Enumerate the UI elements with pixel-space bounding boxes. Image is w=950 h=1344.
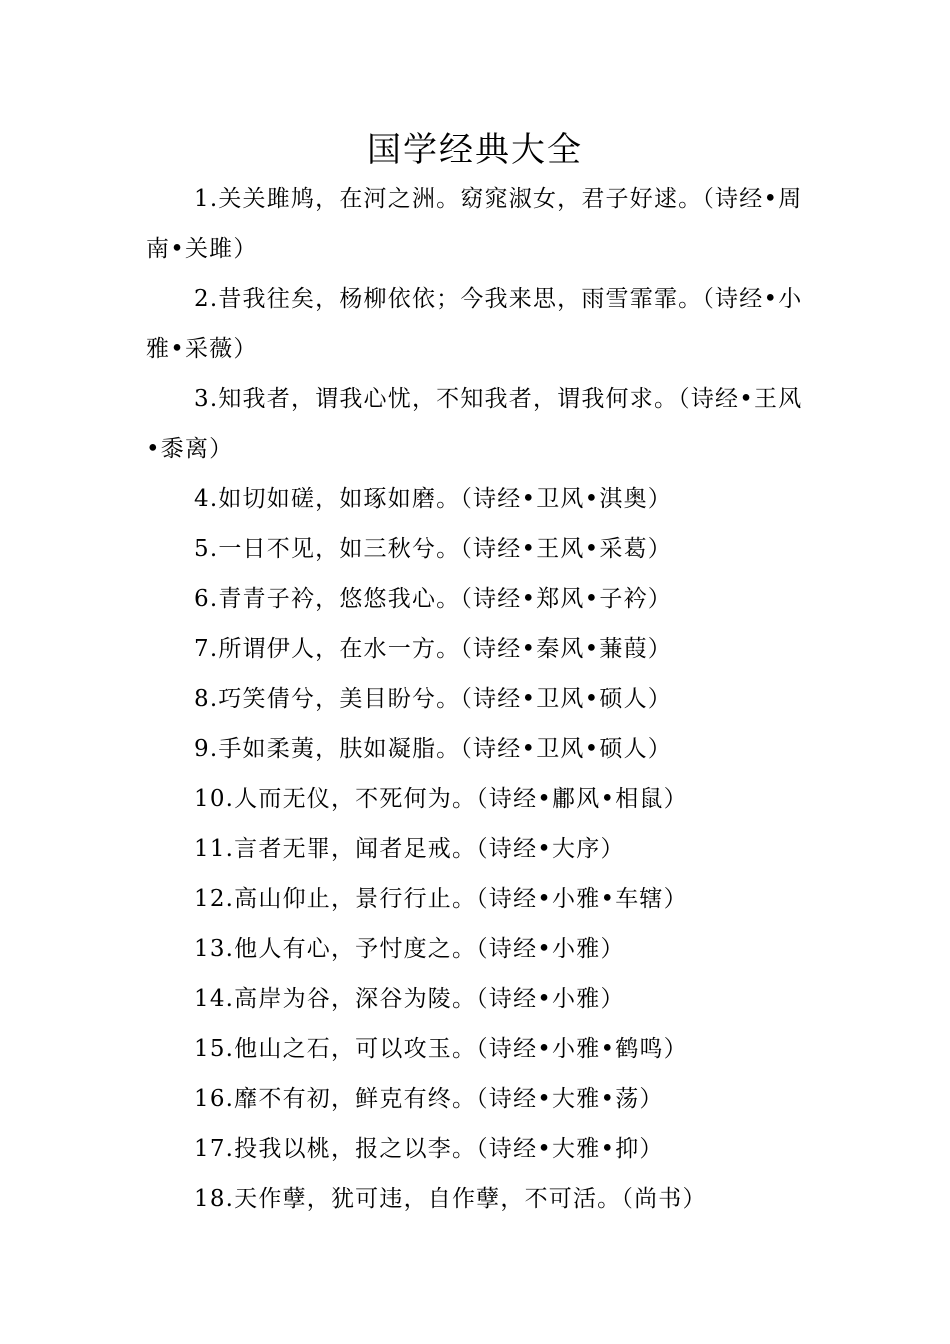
list-item: 7.所谓伊人，在水一方。（诗经•秦风•蒹葭）	[194, 636, 672, 662]
list-item: 5.一日不见，如三秋兮。（诗经•王风•采葛）	[194, 536, 672, 562]
list-item: 18.天作孽，犹可违，自作孽，不可活。（尚书）	[194, 1186, 707, 1212]
list-item: 16.靡不有初，鲜克有终。（诗经•大雅•荡）	[194, 1086, 664, 1112]
list-item: 3.知我者，谓我心忧，不知我者，谓我何求。（诗经•王风•黍离）	[146, 386, 803, 462]
list-item: 1.关关雎鸠，在河之洲。窈窕淑女，君子好逑。（诗经•周南•关雎）	[146, 186, 803, 262]
list-item: 15.他山之石，可以攻玉。（诗经•小雅•鹤鸣）	[194, 1036, 688, 1062]
list-item: 14.高岸为谷，深谷为陵。（诗经•小雅）	[194, 986, 625, 1012]
list-item: 17.投我以桃，报之以李。（诗经•大雅•抑）	[194, 1136, 664, 1162]
list-item: 11.言者无罪，闻者足戒。（诗经•大序）	[194, 836, 625, 862]
list-item: 2.昔我往矣，杨柳依依；今我来思，雨雪霏霏。（诗经•小雅•采薇）	[146, 286, 803, 362]
list-item: 12.高山仰止，景行行止。（诗经•小雅•车辖）	[194, 886, 688, 912]
entry-list	[146, 174, 810, 1224]
list-item: 13.他人有心，予忖度之。（诗经•小雅）	[194, 936, 625, 962]
list-item: 6.青青子衿，悠悠我心。（诗经•郑风•子衿）	[194, 586, 672, 612]
list-item: 10.人而无仪，不死何为。（诗经•鄘风•相鼠）	[194, 786, 688, 812]
list-item: 9.手如柔荑，肤如凝脂。（诗经•卫风•硕人）	[194, 736, 672, 762]
list-item: 8.巧笑倩兮，美目盼兮。（诗经•卫风•硕人）	[194, 686, 672, 712]
list-item: 4.如切如磋，如琢如磨。（诗经•卫风•淇奥）	[194, 486, 672, 512]
page-title: 国学经典大全	[367, 130, 583, 170]
